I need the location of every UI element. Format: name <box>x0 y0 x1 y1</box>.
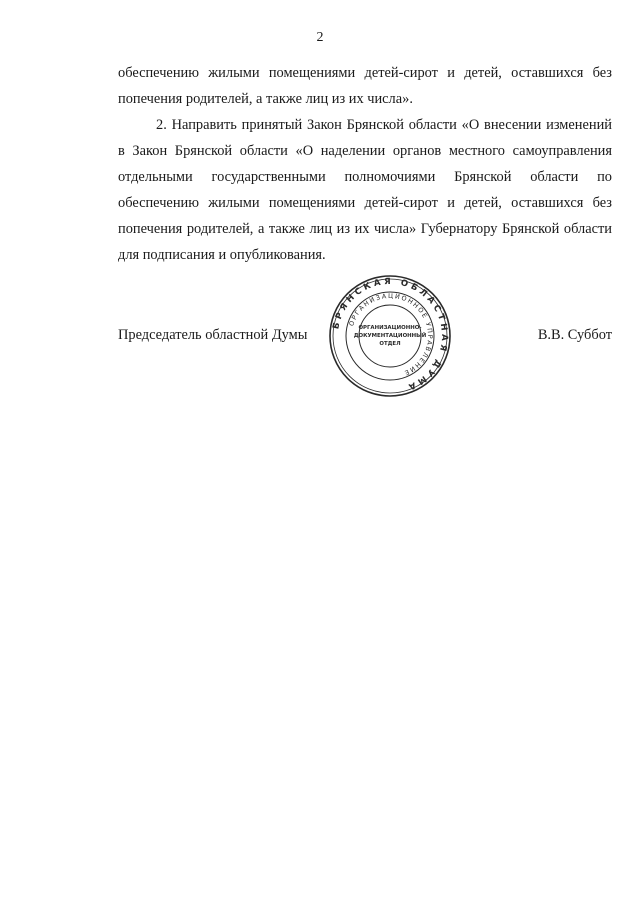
seal-center-line-2: ДОКУМЕНТАЦИОННЫЙ <box>353 333 427 339</box>
seal-center-line-3: ОТДЕЛ <box>379 341 401 347</box>
signatory-name: В.В. Суббот <box>537 327 612 343</box>
seal-outer-text: БРЯНСКАЯ ОБЛАСТНАЯ ДУМА <box>331 276 450 393</box>
official-seal-stamp <box>328 274 452 398</box>
document-body <box>118 60 612 268</box>
paragraph-continued: обеспечению жилыми помещениями детей-сирот и детей, оставшихся без попечения родителей, а также лиц из их числа». <box>118 65 612 107</box>
seal-center-line-1: ОРГАНИЗАЦИОННО- <box>358 325 422 331</box>
signatory-title: Председатель областной Думы <box>118 327 308 343</box>
page-number: 2 <box>316 30 324 45</box>
paragraph-2: 2. Направить принятый Закон Брянской области «О внесении изменений в Закон Брянской области «О наделении органов местного самоуправления отдельными государственными полномочиями Брянской области по обеспечению жилыми помещениями детей-сирот и детей, оставшихся без попечения родителей, а также лиц из их числа» Губернатору Брянской области для подписания и опубликования. <box>118 117 612 263</box>
seal-middle-text: ОРГАНИЗАЦИОННОЕ УПРАВЛЕНИЕ <box>347 291 435 378</box>
